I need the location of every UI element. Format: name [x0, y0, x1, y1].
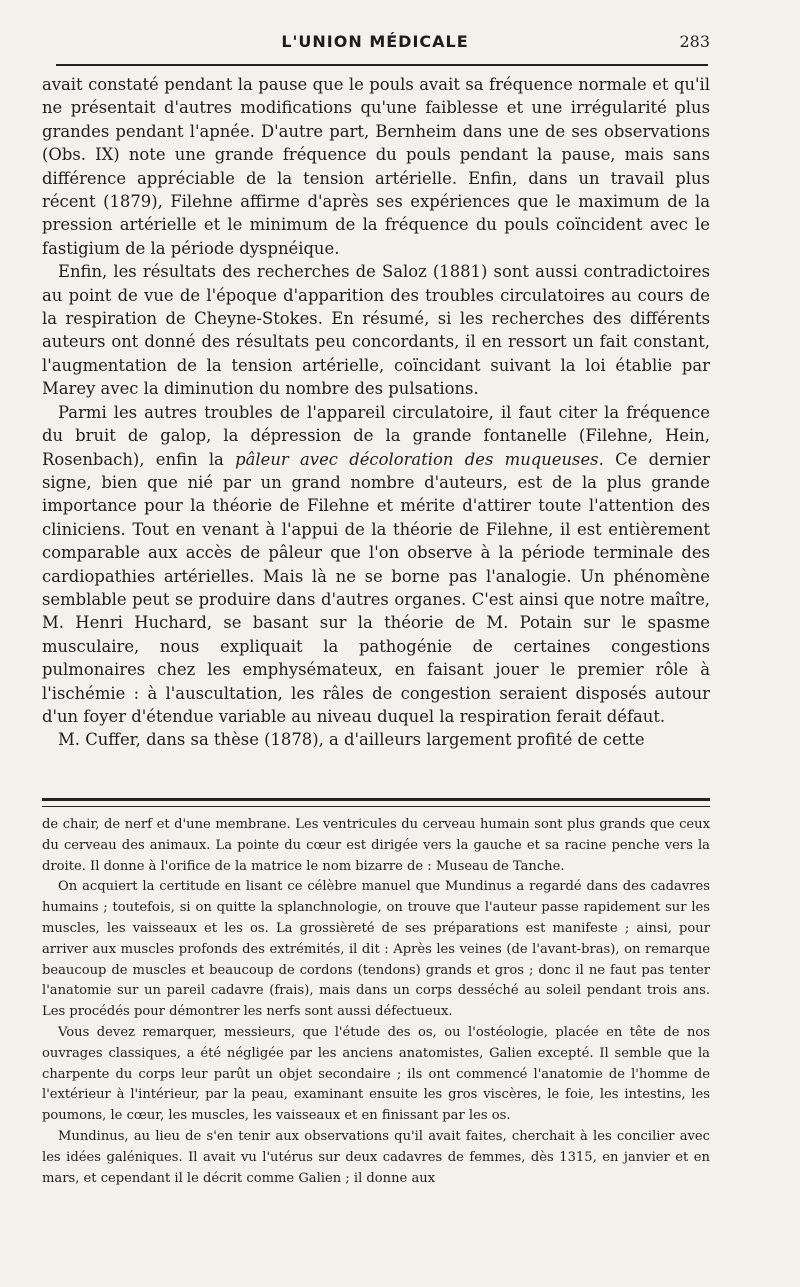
- footnote-paragraph-2: On acquiert la certitude en lisant ce célèbre manuel que Mundinus a regardé dans des cadavres humains ; toutefois, si on quitte la splanchnologie, on trouve que l'auteur passe rapidement sur les muscles, les vaisseaux et les os. La grossièreté de ses préparations est manifeste ; ainsi, pour arriver aux muscles profonds des extrémités, il dit : Après les veines (de l'avant-bras), on remarque beaucoup de muscles et beaucoup de cordons (tendons) grands et gros ; donc il ne faut pas tenter l'anatomie sur un pareil cadavre (frais), mais dans un corps desséché au soleil pendant trois ans. Les procédés pour démontrer les nerfs sont aussi défectueux.: [42, 879, 710, 1020]
- footnote-paragraph-3: Vous devez remarquer, messieurs, que l'étude des os, ou l'ostéologie, placée en tête de nos ouvrages classiques, a été négligée par les anciens anatomistes, Galien excepté. Il semble que la charpente du corps leur parût un objet secondaire ; ils ont commencé l'anatomie de l'homme de l'extérieur à l'intérieur, par la peau, examinant ensuite les gros viscères, le foie, les intestins, les poumons, le cœur, les muscles, les vaisseaux et en finissant par les os.: [42, 1024, 710, 1124]
- page-number: 283: [679, 32, 710, 51]
- main-paragraph-3: [42, 401, 710, 729]
- footnotes: [42, 815, 710, 1189]
- footnote-paragraph-1: de chair, de nerf et d'une membrane. Les ventricules du cerveau humain sont plus grands que ceux du cerveau des animaux. La pointe du cœur est dirigée vers la gauche et sa racine penche vers la droite. Il donne à l'orifice de la matrice le nom bizarre de : Museau de Tanche.: [42, 817, 710, 874]
- footnote-rule: [42, 798, 710, 807]
- main-paragraph-4: M. Cuffer, dans sa thèse (1878), a d'ailleurs largement profité de cette: [58, 730, 645, 750]
- main-text: [42, 73, 710, 752]
- main-paragraph-1: avait constaté pendant la pause que le pouls avait sa fréquence normale et qu'il ne présentait d'autres modifications qu'une faiblesse et une irrégularité plus grandes pendant l'apnée. D'autre part, Bernheim dans une de ses observations (Obs. IX) note une grande fréquence du pouls pendant la pause, mais sans différence appréciable de la tension artérielle. Enfin, dans un travail plus récent (1879), Filehne affirme d'après ses expériences que le maximum de la pression artérielle et le minimum de la fréquence du pouls coïncident avec le fastigium de la période dyspnéique.: [42, 75, 710, 258]
- italic-phrase: pâleur avec décoloration des muqueuses.: [235, 449, 604, 469]
- running-title: L'UNION MÉDICALE: [281, 32, 469, 51]
- footnote-paragraph-4: Mundinus, au lieu de s'en tenir aux observations qu'il avait faites, cherchait à les concilier avec les idées galéniques. Il avait vu l'utérus sur deux cadavres de femmes, dès 1315, en janvier et en mars, et cependant il le décrit comme Galien ; il donne aux: [42, 1128, 710, 1186]
- main-paragraph-3-part-1: Parmi les autres troubles de l'appareil circulatoire, il faut citer la fréquence du bruit de galop, la dépression de la grande fontanelle (Filehne, Hein, Rosenbach), enfin la: [42, 402, 710, 469]
- page-header: [40, 30, 710, 60]
- main-paragraph-2: Enfin, les résultats des recherches de Saloz (1881) sont aussi contradictoires au point de vue de l'époque d'apparition des troubles circulatoires au cours de la respiration de Cheyne-Stokes. En résumé, si les recherches des différents auteurs ont donné des résultats peu concordants, il en ressort un fait constant, l'augmentation de la tension artérielle, coïncidant suivant la loi établie par Marey avec la diminution du nombre des pulsations.: [42, 262, 710, 399]
- main-paragraph-3-part-2: Ce dernier signe, bien que nié par un grand nombre d'auteurs, est de la plus grande importance pour la théorie de Filehne et mérite d'attirer toute l'attention des cliniciens. Tout en venant à l'appui de la théorie de Filehne, il est entièrement comparable aux accès de pâleur que l'on observe à la période terminale des cardiopathies artérielles. Mais là ne se borne pas l'analogie. Un phénomène semblable peut se produire dans d'autres organes. C'est ainsi que notre maître, M. Henri Huchard, se basant sur la théorie de M. Potain sur le spasme musculaire, nous expliquait la pathogénie de certaines congestions pulmonaires chez les emphysémateux, en faisant jouer le premier rôle à l'ischémie : à l'auscultation, les râles de congestion seraient disposés autour d'un foyer d'étendue variable au niveau duquel la respiration ferait défaut.: [42, 449, 710, 726]
- header-rule: [56, 64, 708, 66]
